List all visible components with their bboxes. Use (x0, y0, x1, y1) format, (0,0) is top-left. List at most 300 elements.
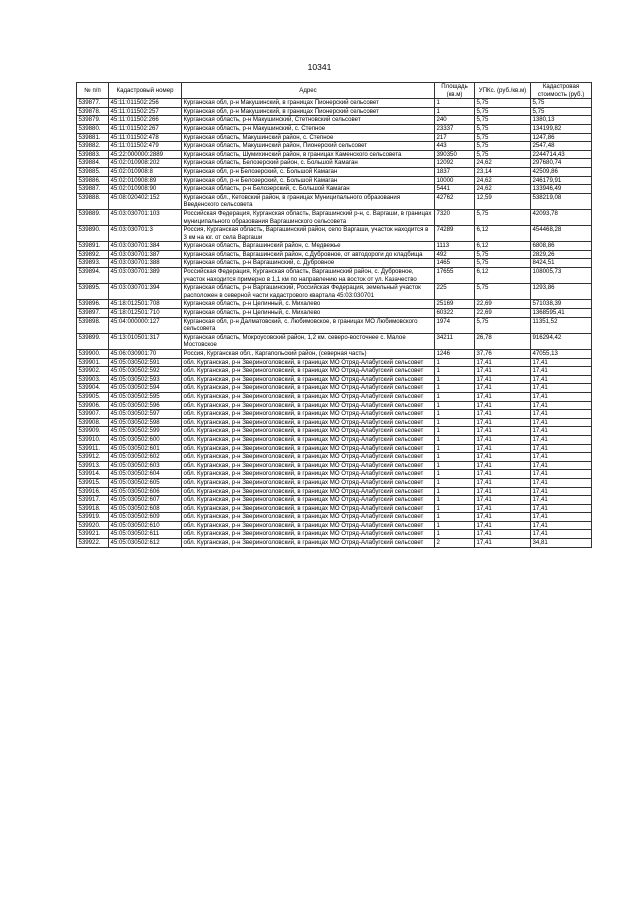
table-row (77, 496, 592, 505)
cell-num: 539921. (77, 530, 109, 539)
cell-num: 539895. (77, 284, 109, 300)
cell-address: Российская Федерация, Курганская область, Варгашинский район, с. Дубровное, участок находится примерно в 1,1 км по направлению на восток от ул. Казачество (182, 268, 435, 284)
cell-cadastral-cost: 297680,74 (531, 159, 592, 168)
cell-area: 492 (435, 250, 475, 259)
cell-address: Курганская область, р-н Макушинский, с. Степное (182, 124, 435, 133)
cell-address: Курганская область, Макушинский район, Пионерский сельсовет (182, 142, 435, 151)
cell-address: Курганская обл, р-н Макушинский, в границах Пионерский сельсовет (182, 99, 435, 108)
cell-address: обл. Курганская, р-н Звериноголовский, в границах МО Отряд-Алабугский сельсовет (182, 410, 435, 419)
table-row (77, 142, 592, 151)
cell-cadastral-cost: 11351,52 (531, 317, 592, 333)
cell-cadastral-cost: 17,41 (531, 367, 592, 376)
cell-address: Курганская обл, р-н Белозерский, с. Большой Камаган (182, 176, 435, 185)
cell-cadastral-cost: 42509,86 (531, 167, 592, 176)
cell-cadastral-number: 45:05:030502:596 (109, 401, 182, 410)
cell-upks: 5,75 (475, 209, 531, 225)
cell-area: 1 (435, 107, 475, 116)
cell-area: 74289 (435, 226, 475, 242)
cell-upks: 17,41 (475, 453, 531, 462)
cell-cadastral-number: 45:06:030901:70 (109, 350, 182, 359)
table-row (77, 99, 592, 108)
table-row (77, 107, 592, 116)
header-cadastral-cost: Кадастровая стоимость (руб.) (531, 83, 592, 99)
cell-cadastral-number: 45:03:030701:387 (109, 250, 182, 259)
cell-address: Курганская область, р-н Варгашинский, Российская Федерация, земельный участок расположен в северной части кадастрового квартала 45:03:030701 (182, 284, 435, 300)
cell-upks: 24,62 (475, 176, 531, 185)
cell-address: обл. Курганская, р-н Звериноголовский, в границах МО Отряд-Алабугский сельсовет (182, 435, 435, 444)
cell-cadastral-number: 45:02:010908:89 (109, 176, 182, 185)
table-row (77, 333, 592, 349)
cell-area: 1 (435, 487, 475, 496)
header-num: № п/п (77, 83, 109, 99)
cell-cadastral-number: 45:05:030502:603 (109, 461, 182, 470)
cell-cadastral-cost: 34,81 (531, 539, 592, 548)
cell-upks: 17,41 (475, 504, 531, 513)
cell-address: обл. Курганская, р-н Звериноголовский, в границах МО Отряд-Алабугский сельсовет (182, 453, 435, 462)
table-row (77, 124, 592, 133)
cell-num: 539880. (77, 124, 109, 133)
cell-num: 539882. (77, 142, 109, 151)
cell-num: 539898. (77, 317, 109, 333)
table-row (77, 427, 592, 436)
table-row (77, 259, 592, 268)
cell-cadastral-cost: 17,41 (531, 435, 592, 444)
cell-address: обл. Курганская, р-н Звериноголовский, в границах МО Отряд-Алабугский сельсовет (182, 384, 435, 393)
cell-upks: 37,76 (475, 350, 531, 359)
table-row (77, 309, 592, 318)
table-row (77, 193, 592, 209)
cell-area: 217 (435, 133, 475, 142)
cell-address: Курганская область, Мокроусовский район, 1,2 км. северо-восточнее с. Малое Мостовское (182, 333, 435, 349)
cell-num: 539886. (77, 176, 109, 185)
cell-upks: 17,41 (475, 513, 531, 522)
cell-cadastral-cost: 42093,78 (531, 209, 592, 225)
cell-cadastral-number: 45:08:020402:152 (109, 193, 182, 209)
cell-upks: 17,41 (475, 496, 531, 505)
cell-address: Курганская область, р-н Целинный, с. Михалево (182, 309, 435, 318)
table-row (77, 521, 592, 530)
cell-upks: 5,75 (475, 133, 531, 142)
cell-address: обл. Курганская, р-н Звериноголовский, в границах МО Отряд-Алабугский сельсовет (182, 496, 435, 505)
cell-num: 539891. (77, 242, 109, 251)
cell-num: 539890. (77, 226, 109, 242)
cell-cadastral-number: 45:05:030502:609 (109, 513, 182, 522)
cell-address: Курганская область, Шумихинский район, в границах Каменского сельсовета (182, 150, 435, 159)
cell-cadastral-cost: 1368595,41 (531, 309, 592, 318)
cell-cadastral-cost: 2829,26 (531, 250, 592, 259)
cell-cadastral-cost: 17,41 (531, 504, 592, 513)
cell-upks: 5,75 (475, 284, 531, 300)
cell-num: 539915. (77, 478, 109, 487)
table-row (77, 250, 592, 259)
cell-address: Курганская область, Варгашинский район, с. Медвежье (182, 242, 435, 251)
cell-upks: 17,41 (475, 435, 531, 444)
cell-upks: 5,75 (475, 116, 531, 125)
cell-upks: 17,41 (475, 521, 531, 530)
cell-cadastral-number: 45:03:030701:3 (109, 226, 182, 242)
cell-cadastral-cost: 5,75 (531, 107, 592, 116)
cadastral-table (76, 82, 592, 548)
cell-address: Курганская обл, р-н Далматовский, с. Любимовское, в границах МО Любимовского сельсовета (182, 317, 435, 333)
cell-area: 1 (435, 410, 475, 419)
cell-cadastral-cost: 133946,49 (531, 185, 592, 194)
cell-address: обл. Курганская, р-н Звериноголовский, в границах МО Отряд-Алабугский сельсовет (182, 513, 435, 522)
cell-cadastral-number: 45:11:011502:267 (109, 124, 182, 133)
table-row (77, 317, 592, 333)
cell-cadastral-number: 45:11:011502:266 (109, 116, 182, 125)
cell-cadastral-number: 45:02:010908:90 (109, 185, 182, 194)
cell-area: 1 (435, 504, 475, 513)
table-row (77, 268, 592, 284)
cell-cadastral-cost: 17,41 (531, 530, 592, 539)
cell-address: обл. Курганская, р-н Звериноголовский, в границах МО Отряд-Алабугский сельсовет (182, 375, 435, 384)
cell-cadastral-cost: 916294,42 (531, 333, 592, 349)
cell-num: 539907. (77, 410, 109, 419)
table-row (77, 358, 592, 367)
cell-address: обл. Курганская, р-н Звериноголовский, в границах МО Отряд-Алабугский сельсовет (182, 392, 435, 401)
cell-cadastral-cost: 17,41 (531, 496, 592, 505)
cell-address: обл. Курганская, р-н Звериноголовский, в границах МО Отряд-Алабугский сельсовет (182, 358, 435, 367)
cell-num: 539916. (77, 487, 109, 496)
cell-address: обл. Курганская, р-н Звериноголовский, в границах МО Отряд-Алабугский сельсовет (182, 530, 435, 539)
cell-num: 539883. (77, 150, 109, 159)
cell-cadastral-number: 45:05:030502:606 (109, 487, 182, 496)
cell-area: 2 (435, 539, 475, 548)
cell-area: 1 (435, 418, 475, 427)
cell-num: 539909. (77, 427, 109, 436)
cell-cadastral-number: 45:11:011502:478 (109, 133, 182, 142)
cell-cadastral-number: 45:05:030502:595 (109, 392, 182, 401)
cell-cadastral-cost: 17,41 (531, 513, 592, 522)
cell-area: 1 (435, 427, 475, 436)
cell-upks: 23,14 (475, 167, 531, 176)
cell-cadastral-number: 45:22:000000:2889 (109, 150, 182, 159)
cell-address: обл. Курганская, р-н Звериноголовский, в границах МО Отряд-Алабугский сельсовет (182, 444, 435, 453)
header-upks: УПКс. (руб./кв.м) (475, 83, 531, 99)
cell-upks: 5,75 (475, 124, 531, 133)
cell-upks: 17,41 (475, 444, 531, 453)
cell-upks: 17,41 (475, 375, 531, 384)
cell-upks: 17,41 (475, 427, 531, 436)
table-row (77, 209, 592, 225)
cell-cadastral-cost: 47055,13 (531, 350, 592, 359)
cell-num: 539888. (77, 193, 109, 209)
table-row (77, 453, 592, 462)
cell-cadastral-number: 45:03:030701:384 (109, 242, 182, 251)
cell-upks: 5,75 (475, 107, 531, 116)
cell-cadastral-cost: 17,41 (531, 401, 592, 410)
cell-cadastral-number: 45:02:010908:8 (109, 167, 182, 176)
cell-area: 225 (435, 284, 475, 300)
cell-cadastral-number: 45:05:030502:607 (109, 496, 182, 505)
cell-cadastral-number: 45:05:030502:592 (109, 367, 182, 376)
cell-cadastral-cost: 246179,91 (531, 176, 592, 185)
cell-cadastral-cost: 17,41 (531, 384, 592, 393)
cell-address: обл. Курганская, р-н Звериноголовский, в границах МО Отряд-Алабугский сельсовет (182, 367, 435, 376)
cell-num: 539913. (77, 461, 109, 470)
cell-area: 1 (435, 496, 475, 505)
cell-address: Курганская область, р-н Варгашинский, с. Дубровное (182, 259, 435, 268)
table-row (77, 513, 592, 522)
cell-area: 10000 (435, 176, 475, 185)
cell-upks: 5,75 (475, 142, 531, 151)
header-cadastral-number: Кадастровый номер (109, 83, 182, 99)
cell-area: 1 (435, 478, 475, 487)
cell-area: 1 (435, 392, 475, 401)
table-row (77, 478, 592, 487)
cell-cadastral-number: 45:05:030502:610 (109, 521, 182, 530)
cell-cadastral-number: 45:05:030502:594 (109, 384, 182, 393)
table-header-row (77, 83, 592, 99)
cell-num: 539884. (77, 159, 109, 168)
cell-cadastral-cost: 108005,73 (531, 268, 592, 284)
cell-upks: 17,41 (475, 401, 531, 410)
cell-cadastral-number: 45:13:010501:317 (109, 333, 182, 349)
table-body (77, 99, 592, 547)
cell-cadastral-number: 45:05:030502:602 (109, 453, 182, 462)
cell-num: 539879. (77, 116, 109, 125)
cell-address: Курганская обл, р-н Белозерский, с. Большой Камаган (182, 167, 435, 176)
table-row (77, 167, 592, 176)
table-row (77, 284, 592, 300)
cell-upks: 5,75 (475, 259, 531, 268)
cell-upks: 24,62 (475, 159, 531, 168)
cell-area: 1113 (435, 242, 475, 251)
table-row (77, 539, 592, 548)
cell-cadastral-number: 45:05:030502:599 (109, 427, 182, 436)
cell-area: 7320 (435, 209, 475, 225)
table-row (77, 350, 592, 359)
cell-upks: 24,62 (475, 185, 531, 194)
cell-num: 539897. (77, 309, 109, 318)
cell-area: 1 (435, 530, 475, 539)
cell-area: 1 (435, 470, 475, 479)
cell-cadastral-number: 45:02:010908:202 (109, 159, 182, 168)
cell-num: 539881. (77, 133, 109, 142)
header-address: Адрес (182, 83, 435, 99)
cell-num: 539904. (77, 384, 109, 393)
cell-num: 539906. (77, 401, 109, 410)
cell-area: 1974 (435, 317, 475, 333)
cell-cadastral-cost: 1247,86 (531, 133, 592, 142)
cell-cadastral-cost: 1293,86 (531, 284, 592, 300)
cell-cadastral-number: 45:03:030701:394 (109, 284, 182, 300)
cell-address: обл. Курганская, р-н Звериноголовский, в границах МО Отряд-Алабугский сельсовет (182, 521, 435, 530)
table-row (77, 410, 592, 419)
cell-address: обл. Курганская, р-н Звериноголовский, в границах МО Отряд-Алабугский сельсовет (182, 401, 435, 410)
cell-upks: 17,41 (475, 530, 531, 539)
cell-cadastral-number: 45:11:011502:257 (109, 107, 182, 116)
cell-upks: 6,12 (475, 268, 531, 284)
cell-area: 60322 (435, 309, 475, 318)
cell-cadastral-number: 45:05:030502:593 (109, 375, 182, 384)
cell-area: 390350 (435, 150, 475, 159)
cell-num: 539919. (77, 513, 109, 522)
cell-area: 1 (435, 521, 475, 530)
cell-cadastral-number: 45:05:030502:598 (109, 418, 182, 427)
cell-cadastral-number: 45:03:030701:388 (109, 259, 182, 268)
cell-num: 539896. (77, 300, 109, 309)
cell-upks: 17,41 (475, 410, 531, 419)
table-row (77, 300, 592, 309)
table-row (77, 226, 592, 242)
cell-area: 23337 (435, 124, 475, 133)
cell-cadastral-cost: 17,41 (531, 521, 592, 530)
cell-num: 539894. (77, 268, 109, 284)
cell-upks: 17,41 (475, 478, 531, 487)
table-row (77, 470, 592, 479)
cell-upks: 5,75 (475, 250, 531, 259)
cell-upks: 17,41 (475, 392, 531, 401)
cell-cadastral-number: 45:03:030701:103 (109, 209, 182, 225)
table-row (77, 367, 592, 376)
cell-cadastral-cost: 17,41 (531, 444, 592, 453)
cell-address: обл. Курганская, р-н Звериноголовский, в границах МО Отряд-Алабугский сельсовет (182, 478, 435, 487)
cell-cadastral-number: 45:04:000000:127 (109, 317, 182, 333)
cell-cadastral-cost: 17,41 (531, 410, 592, 419)
cell-area: 42762 (435, 193, 475, 209)
cell-area: 1 (435, 367, 475, 376)
cell-address: обл. Курганская, р-н Звериноголовский, в границах МО Отряд-Алабугский сельсовет (182, 539, 435, 548)
table-row (77, 487, 592, 496)
cell-upks: 6,12 (475, 226, 531, 242)
cell-area: 1 (435, 401, 475, 410)
cell-upks: 5,75 (475, 99, 531, 108)
cell-address: Курганская область, Макушинский район, с. Степное (182, 133, 435, 142)
page-number: 10341 (307, 62, 332, 72)
cell-num: 539878. (77, 107, 109, 116)
cell-upks: 17,41 (475, 539, 531, 548)
cell-cadastral-cost: 6808,86 (531, 242, 592, 251)
table-row (77, 435, 592, 444)
cell-cadastral-number: 45:05:030502:605 (109, 478, 182, 487)
cell-area: 17655 (435, 268, 475, 284)
cell-cadastral-cost: 17,41 (531, 375, 592, 384)
cell-cadastral-number: 45:05:030502:612 (109, 539, 182, 548)
cell-area: 1 (435, 384, 475, 393)
cell-area: 1 (435, 444, 475, 453)
cell-area: 1 (435, 461, 475, 470)
cell-upks: 17,41 (475, 418, 531, 427)
table-row (77, 176, 592, 185)
table-row (77, 384, 592, 393)
table-row (77, 444, 592, 453)
cell-cadastral-number: 45:11:011502:479 (109, 142, 182, 151)
cell-area: 1 (435, 513, 475, 522)
cell-upks: 17,41 (475, 367, 531, 376)
cell-address: Курганская область, Белозерский район, с. Большой Камаган (182, 159, 435, 168)
cell-num: 539910. (77, 435, 109, 444)
cell-area: 1837 (435, 167, 475, 176)
cell-area: 1 (435, 99, 475, 108)
cell-num: 539917. (77, 496, 109, 505)
cell-cadastral-number: 45:05:030502:608 (109, 504, 182, 513)
cell-address: Россия, Курганская обл., Каргапольский район, (северная часть) (182, 350, 435, 359)
cell-cadastral-number: 45:11:011502:256 (109, 99, 182, 108)
cell-upks: 22,69 (475, 309, 531, 318)
cell-area: 1 (435, 375, 475, 384)
cell-num: 539918. (77, 504, 109, 513)
cell-cadastral-number: 45:05:030502:597 (109, 410, 182, 419)
cell-upks: 5,75 (475, 317, 531, 333)
cell-num: 539900. (77, 350, 109, 359)
cell-upks: 26,78 (475, 333, 531, 349)
table-row (77, 133, 592, 142)
table-row (77, 150, 592, 159)
cell-address: обл. Курганская, р-н Звериноголовский, в границах МО Отряд-Алабугский сельсовет (182, 461, 435, 470)
cell-address: Курганская область, р-н Белозерский, с. Большой Камаган (182, 185, 435, 194)
cell-area: 5441 (435, 185, 475, 194)
cell-area: 240 (435, 116, 475, 125)
cell-address: обл. Курганская, р-н Звериноголовский, в границах МО Отряд-Алабугский сельсовет (182, 427, 435, 436)
cell-address: обл. Курганская, р-н Звериноголовский, в границах МО Отряд-Алабугский сельсовет (182, 504, 435, 513)
cell-cadastral-cost: 5,75 (531, 99, 592, 108)
cell-cadastral-number: 45:05:030502:600 (109, 435, 182, 444)
cell-address: Курганская обл., Кетовский район, в границах Муниципального образования Введенского сельсовета (182, 193, 435, 209)
cell-address: Российская Федерация, Курганская область, Варгашинский р-н, с. Варгаши, в границах муниципального образования Варгашинского сельсовета (182, 209, 435, 225)
table-row (77, 530, 592, 539)
cell-cadastral-cost: 17,41 (531, 478, 592, 487)
cell-upks: 6,12 (475, 242, 531, 251)
cell-num: 539892. (77, 250, 109, 259)
cell-upks: 17,41 (475, 487, 531, 496)
table-row (77, 159, 592, 168)
cell-cadastral-number: 45:05:030502:611 (109, 530, 182, 539)
cell-num: 539914. (77, 470, 109, 479)
cell-address: обл. Курганская, р-н Звериноголовский, в границах МО Отряд-Алабугский сельсовет (182, 470, 435, 479)
cell-num: 539887. (77, 185, 109, 194)
cell-cadastral-number: 45:05:030502:604 (109, 470, 182, 479)
cell-cadastral-cost: 17,41 (531, 427, 592, 436)
cell-cadastral-cost: 17,41 (531, 453, 592, 462)
cell-area: 1 (435, 435, 475, 444)
table-row (77, 392, 592, 401)
cell-upks: 5,75 (475, 150, 531, 159)
cell-cadastral-cost: 2244714,43 (531, 150, 592, 159)
cell-address: Курганская область, р-н Макушинский, Стетновский сельсовет (182, 116, 435, 125)
cell-cadastral-cost: 17,41 (531, 461, 592, 470)
table-row (77, 401, 592, 410)
cell-cadastral-cost: 134199,82 (531, 124, 592, 133)
cell-num: 539920. (77, 521, 109, 530)
cell-cadastral-cost: 8424,51 (531, 259, 592, 268)
cell-cadastral-number: 45:03:030701:389 (109, 268, 182, 284)
cell-num: 539885. (77, 167, 109, 176)
cell-address: Россия, Курганская область, Варгашинский район, село Варгаши, участок находится в 3 км на юг. от села Варгаши (182, 226, 435, 242)
cell-cadastral-cost: 17,41 (531, 358, 592, 367)
cell-upks: 22,69 (475, 300, 531, 309)
cell-cadastral-cost: 17,41 (531, 392, 592, 401)
cell-cadastral-cost: 454468,28 (531, 226, 592, 242)
cell-area: 12092 (435, 159, 475, 168)
cell-cadastral-cost: 1380,13 (531, 116, 592, 125)
cell-area: 1465 (435, 259, 475, 268)
cell-address: обл. Курганская, р-н Звериноголовский, в границах МО Отряд-Алабугский сельсовет (182, 487, 435, 496)
table-row (77, 375, 592, 384)
table-row (77, 116, 592, 125)
cell-num: 539899. (77, 333, 109, 349)
cell-address: обл. Курганская, р-н Звериноголовский, в границах МО Отряд-Алабугский сельсовет (182, 418, 435, 427)
cell-num: 539903. (77, 375, 109, 384)
cell-num: 539912. (77, 453, 109, 462)
cell-num: 539901. (77, 358, 109, 367)
table-row (77, 185, 592, 194)
cell-upks: 17,41 (475, 461, 531, 470)
cell-num: 539922. (77, 539, 109, 548)
cell-area: 443 (435, 142, 475, 151)
cell-cadastral-number: 45:18:012501:708 (109, 300, 182, 309)
cell-cadastral-cost: 17,41 (531, 487, 592, 496)
